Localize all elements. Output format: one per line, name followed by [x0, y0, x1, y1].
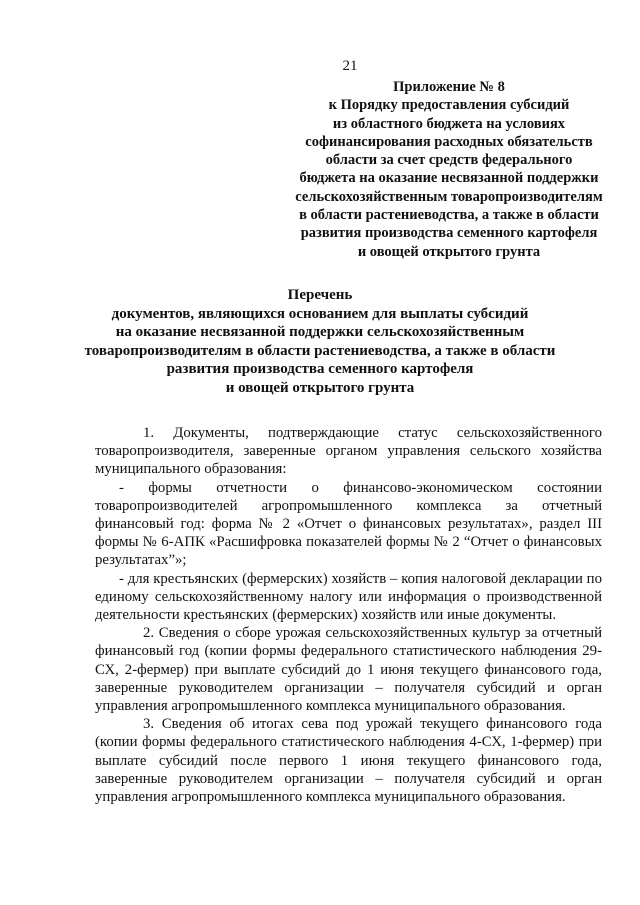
appendix-line: и овощей открытого грунта — [357, 243, 541, 260]
appendix-header — [270, 78, 628, 261]
paragraph-subitem-forms: - формы отчетности о финансово-экономическом состоянии товаропроизводителей агропромышленного комплекса за отчетный финансовый год: форма № 2 «Отчет о финансовых результатах», раздел III формы № 6-АПК «Расшифровка показателей формы № 2 “Отчет о финансовых результатах”»; — [95, 479, 602, 569]
list-title-line: товаропроизводителям в области растениеводства, а также в области — [84, 342, 556, 359]
appendix-line: области за счет средств федерального — [325, 152, 573, 169]
appendix-line: Приложение № 8 — [393, 79, 505, 95]
appendix-line: в области растениеводства, а также в области — [299, 207, 599, 224]
list-title-line: и овощей открытого грунта — [225, 379, 415, 396]
appendix-line: к Порядку предоставления субсидий — [328, 97, 570, 114]
document-body — [95, 424, 602, 806]
list-title-line: Перечень — [287, 287, 353, 303]
paragraph-item-3: 3. Сведения об итогах сева под урожай текущего финансового года (копии формы федерального статистического наблюдения 4-СХ, 1-фермер) при выплате субсидий после первого 1 июня текущего финансового года, заверенные руководителем организации – получателя субсидий и орган управления агропромышленного комплекса муниципального образования. — [95, 716, 602, 806]
appendix-line: развития производства семенного картофеля — [300, 225, 598, 242]
list-title-line: развития производства семенного картофеля — [166, 361, 474, 377]
list-title — [80, 286, 560, 397]
list-title-line: на оказание несвязанной поддержки сельскохозяйственным — [115, 324, 525, 340]
paragraph-subitem-farms: - для крестьянских (фермерских) хозяйств – копия налоговой декларации по единому сельскохозяйственному налогу или информация о производственной деятельности крестьянских (фермерских) хозяйств или иные документы. — [95, 570, 602, 624]
paragraph-item-2: 2. Сведения о сборе урожая сельскохозяйственных культур за отчетный финансовый год (копии формы федерального статистического наблюдения 29-СХ, 2-фермер) при выплате субсидий до 1 июня текущего финансового года, заверенные руководителем организации – получателя субсидий и орган управления агропромышленного комплекса муниципального образования. — [95, 625, 602, 715]
appendix-line: сельскохозяйственным товаропроизводителям — [295, 188, 603, 205]
list-title-line: документов, являющихся основанием для выплаты субсидий — [111, 305, 529, 322]
appendix-line: бюджета на оказание несвязанной поддержки — [299, 170, 599, 187]
paragraph-item-1: 1. Документы, подтверждающие статус сельскохозяйственного товаропроизводителя, заверенные органом управления сельского хозяйства муниципального образования: — [95, 425, 602, 478]
page-number: 21 — [342, 58, 358, 74]
appendix-line: из областного бюджета на условиях — [332, 115, 566, 132]
appendix-line: софинансирования расходных обязательств — [305, 133, 593, 150]
